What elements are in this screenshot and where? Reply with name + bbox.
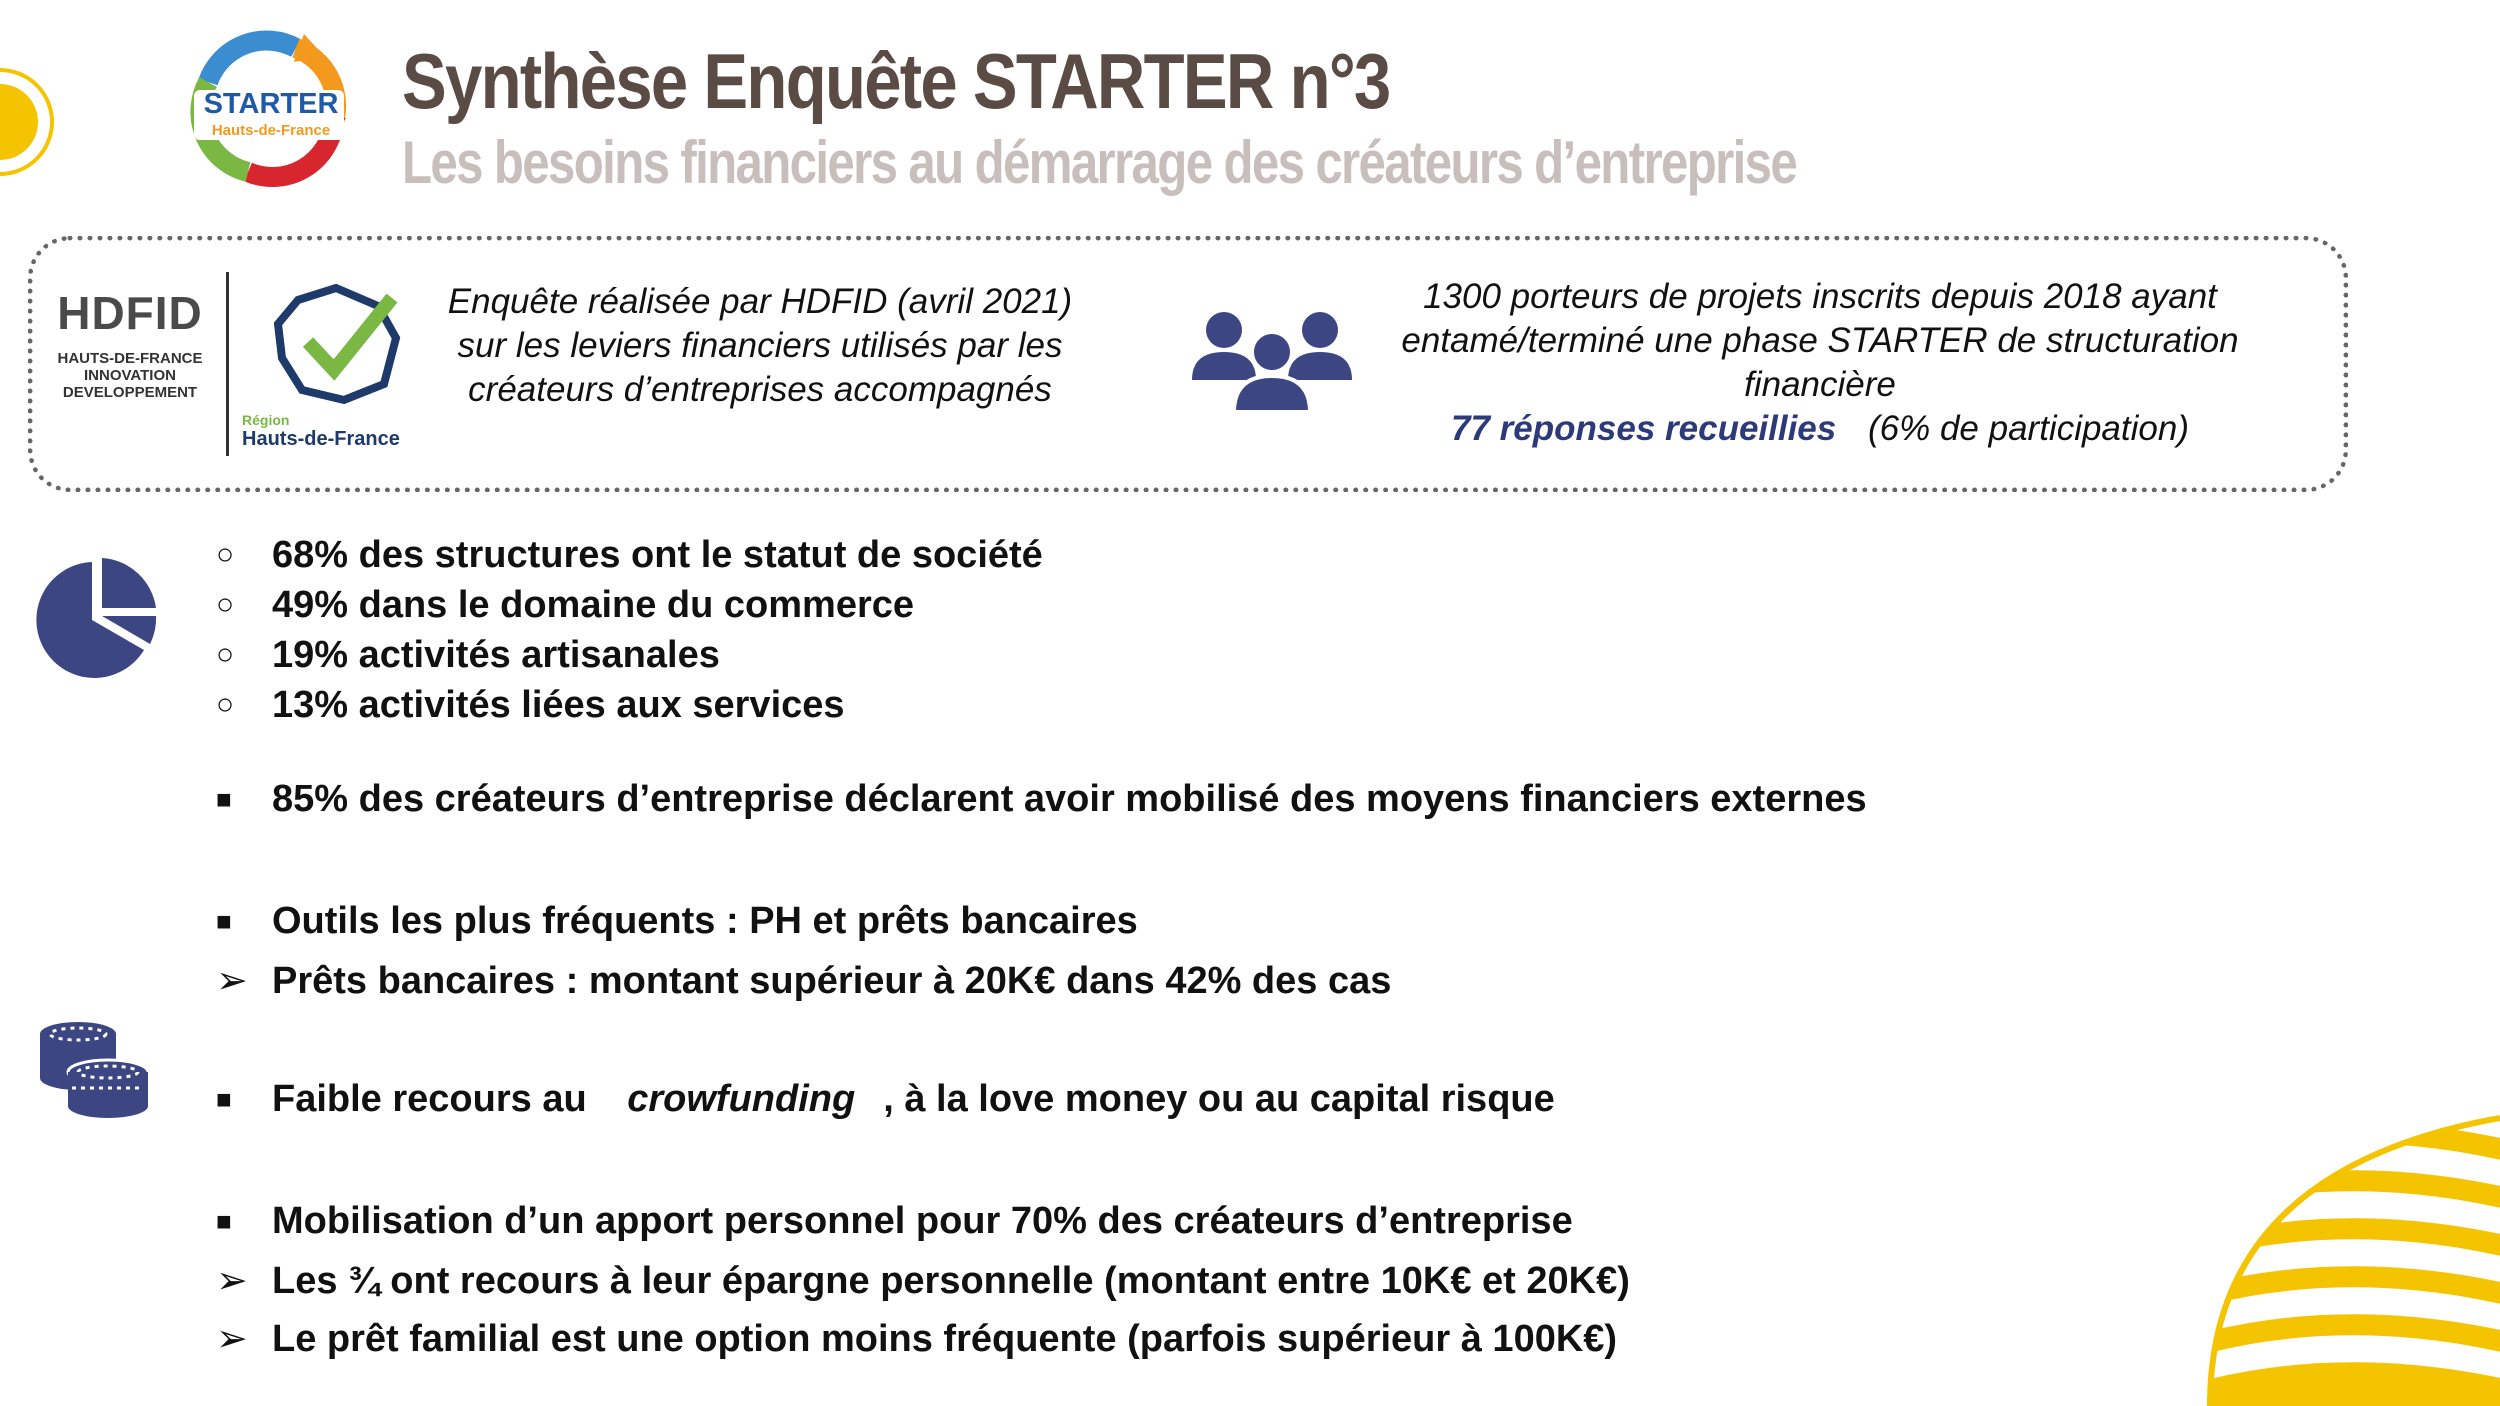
personal-contribution [216, 1196, 1630, 1364]
hdfid-logo-line-3: DEVELOPPEMENT [62, 384, 198, 401]
list-item-text: Les ¾ ont recours à leur épargne personnelle (montant entre 10K€ et 20K€) [272, 1260, 1630, 1302]
list-item: ○ 13% activités liées aux services [216, 684, 845, 726]
list-item-text: Prêts bancaires : montant supérieur à 20K€ dans 42% des cas [272, 960, 1392, 1002]
starter-logo-subtext: Hauts-de-France [211, 122, 331, 139]
yellow-waves-decoration [2170, 1110, 2500, 1406]
crowdfunding-after: , à la love money ou au capital risque [883, 1078, 1555, 1120]
region-label-name: Hauts-de-France [242, 428, 400, 450]
survey-population-text: 1300 porteurs de projets inscrits depuis 2018 ayant entamé/terminé une phase STARTER de structuration financière [1401, 277, 2239, 404]
structure-stats-list [216, 530, 1043, 730]
hdfid-logo-line-2: INNOVATION [84, 367, 176, 384]
hdfid-logo-line-1: HAUTS-DE-FRANCE [57, 350, 203, 367]
crowdfunding-italic: crowfunding [627, 1078, 856, 1120]
list-item: ■ Mobilisation d’un apport personnel pour 70% des créateurs d’entreprise [216, 1200, 1573, 1242]
financing-tools [216, 896, 1391, 1006]
starter-logo-text: STARTER [203, 88, 339, 120]
list-item: ■ Faible recours au crowfunding , à la love money ou au capital risque [216, 1078, 1555, 1120]
pie-chart-icon [32, 554, 162, 684]
list-item: ➢ Le prêt familial est une option moins fréquente (parfois supérieur à 100K€) [216, 1318, 1618, 1360]
hdfid-logo [50, 286, 210, 446]
region-map-icon [258, 280, 418, 410]
list-item-text: Outils les plus fréquents : PH et prêts bancaires [272, 900, 1138, 942]
yellow-sun-decoration [0, 52, 60, 192]
people-group-icon [1188, 308, 1356, 418]
region-label-small: Région [242, 412, 290, 428]
survey-responses-line [1370, 407, 2270, 451]
list-item: ➢ Prêts bancaires : montant supérieur à 20K€ dans 42% des cas [216, 960, 1392, 1002]
list-item: ■ Outils les plus fréquents : PH et prêts bancaires [216, 900, 1138, 942]
list-item: ○ 19% activités artisanales [216, 634, 720, 676]
logo-divider [226, 272, 229, 456]
crowdfunding-before: Faible recours au [272, 1078, 598, 1120]
page-subtitle: Les besoins financiers au démarrage des créateurs d’entreprise [402, 129, 1797, 196]
page-title: Synthèse Enquête STARTER n°3 [402, 37, 1390, 125]
list-item: ○ 49% dans le domaine du commerce [216, 584, 915, 626]
list-item-text: Le prêt familial est une option moins fréquente (parfois supérieur à 100K€) [272, 1318, 1618, 1360]
list-item-text: 85% des créateurs d’entreprise déclarent avoir mobilisé des moyens financiers externes [272, 778, 1867, 820]
survey-participation: (6% de participation) [1867, 409, 2189, 448]
crowdfunding-item [216, 1074, 1555, 1124]
survey-description: Enquête réalisée par HDFID (avril 2021) sur les leviers financiers utilisés par les créateurs d’entreprises accompagnés [447, 282, 1073, 409]
hdfid-logo-name: HDFID [57, 287, 203, 339]
external-financing [216, 774, 1867, 824]
list-item-text: 13% activités liées aux services [272, 684, 845, 726]
list-item: ○ 68% des structures ont le statut de société [216, 534, 1043, 576]
coins-icon [36, 1020, 152, 1120]
list-item: ■ 85% des créateurs d’entreprise déclarent avoir mobilisé des moyens financiers externes [216, 778, 1867, 820]
list-item: ➢ Les ¾ ont recours à leur épargne personnelle (montant entre 10K€ et 20K€) [216, 1260, 1630, 1302]
list-item-text: 68% des structures ont le statut de société [272, 534, 1043, 576]
region-logo [240, 280, 420, 460]
survey-population [1370, 275, 2270, 451]
list-item-text: Mobilisation d’un apport personnel pour 70% des créateurs d’entreprise [272, 1200, 1573, 1242]
list-item-text: 49% dans le domaine du commerce [272, 584, 915, 626]
starter-logo [178, 22, 358, 198]
survey-responses-count: 77 réponses recueillies [1451, 409, 1837, 448]
list-item-text: 19% activités artisanales [272, 634, 720, 676]
